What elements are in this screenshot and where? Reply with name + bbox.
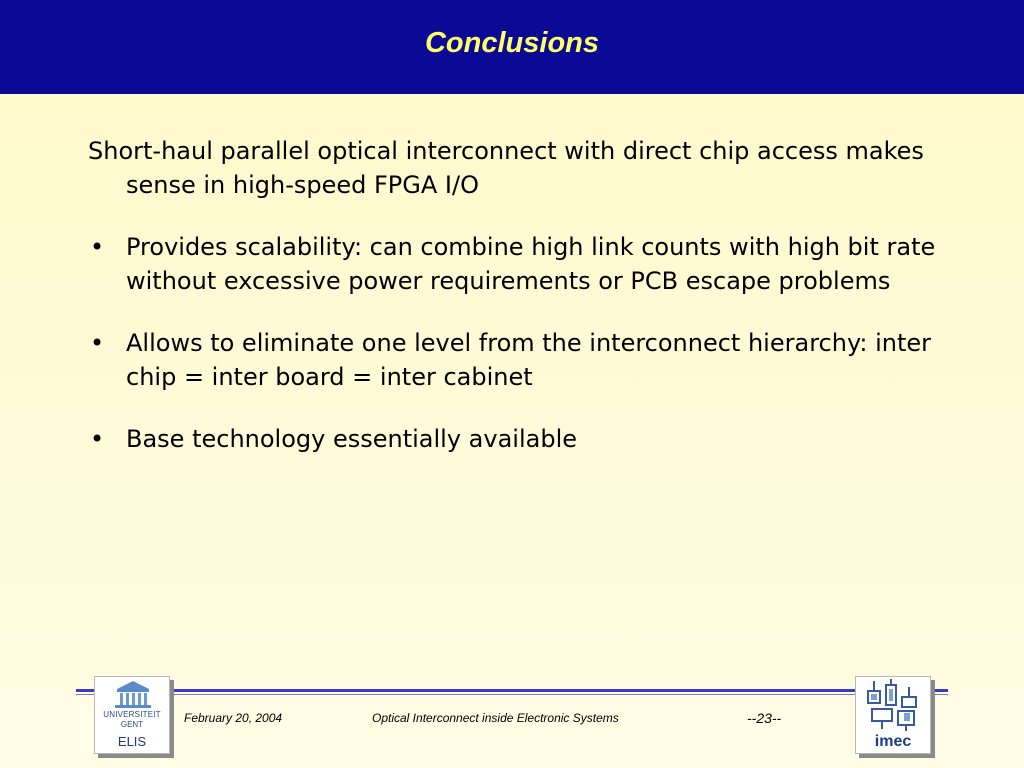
bullet-text: Provides scalability: can combine high link counts with high bit rate without excessive power requirements or PCB escape problems <box>126 233 936 295</box>
imec-label: imec <box>874 733 912 750</box>
imec-emblem-icon <box>856 677 932 733</box>
ugent-elis-logo <box>94 676 170 754</box>
bullet-marker: • <box>90 329 105 357</box>
lead-paragraph: Short-haul parallel optical interconnect with direct chip access makes sense in high-speed FPGA I/O <box>88 137 924 199</box>
logo-gent-text: GENT <box>120 720 144 729</box>
footer-divider <box>76 689 948 692</box>
footer-divider-thin <box>76 694 948 695</box>
bullet-item <box>88 230 948 298</box>
imec-logo <box>855 676 931 754</box>
bullet-text: Base technology essentially available <box>126 425 577 453</box>
bullet-marker: • <box>90 233 105 261</box>
slide-content <box>88 134 948 484</box>
bullet-marker: • <box>90 425 105 453</box>
ugent-building-icon <box>95 677 171 711</box>
footer-date: February 20, 2004 <box>184 711 283 725</box>
footer-presentation-title: Optical Interconnect inside Electronic Systems <box>372 711 619 725</box>
bullet-text: Allows to eliminate one level from the interconnect hierarchy: inter chip = inter board = inter cabinet <box>126 329 932 391</box>
bullet-item <box>88 326 948 394</box>
title-bar <box>0 0 1024 94</box>
logo-elis-text: ELIS <box>117 734 147 749</box>
slide-title: Conclusions <box>424 26 599 59</box>
logo-university-text: UNIVERSITEIT <box>103 710 161 719</box>
bullet-item <box>88 422 948 456</box>
footer-page-number: --23-- <box>747 710 782 726</box>
